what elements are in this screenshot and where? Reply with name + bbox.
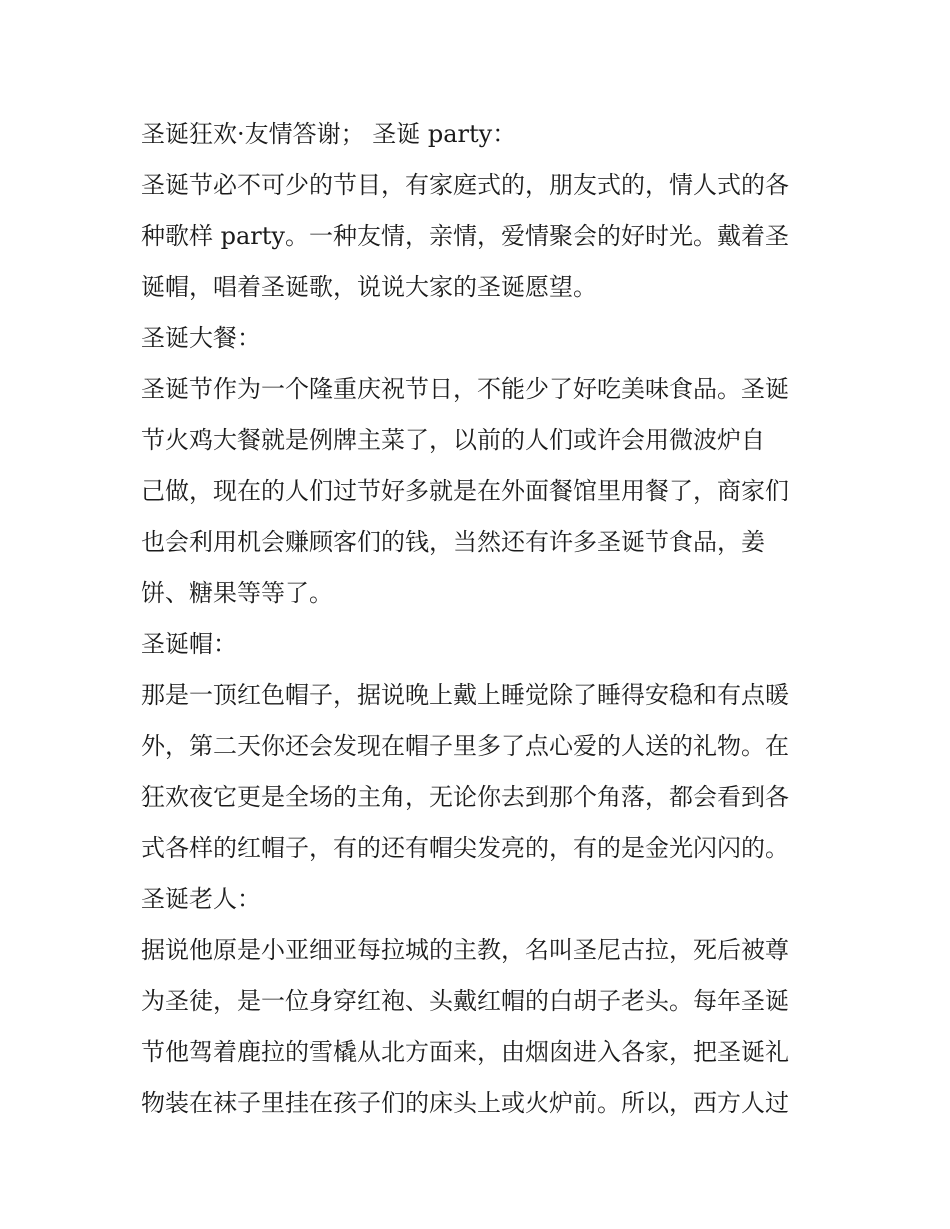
section-paragraph-dinner [141, 364, 817, 619]
paragraph-line: 外，第二天你还会发现在帽子里多了点心爱的人送的礼物。在 [141, 732, 789, 760]
paragraph-line: 节他驾着鹿拉的雪橇从北方面来，由烟囱进入各家，把圣诞礼 [141, 1038, 789, 1066]
paragraph-line: 物装在袜子里挂在孩子们的床头上或火炉前。所以，西方人过 [141, 1089, 789, 1117]
paragraph-line: 也会利用机会赚顾客们的钱，当然还有许多圣诞节食品，姜 [141, 528, 765, 556]
paragraph-line: 己做，现在的人们过节好多就是在外面餐馆里用餐了，商家们 [141, 477, 789, 505]
paragraph-line: 圣诞节作为一个隆重庆祝节日，不能少了好吃美味食品。圣诞 [141, 375, 789, 403]
section-heading-hat: 圣诞帽： [141, 630, 237, 658]
section-paragraph-hat [141, 670, 817, 874]
paragraph-line: 圣诞节必不可少的节目，有家庭式的，朋友式的，情人式的各 [141, 171, 789, 199]
paragraph-line: 那是一顶红色帽子，据说晚上戴上睡觉除了睡得安稳和有点暖 [141, 681, 789, 709]
section-paragraph-santa [141, 925, 817, 1129]
section-paragraph-party [141, 160, 817, 313]
paragraph-line: 诞帽，唱着圣诞歌，说说大家的圣诞愿望。 [141, 273, 597, 301]
document-body [141, 109, 817, 1129]
paragraph-line: 节火鸡大餐就是例牌主菜了，以前的人们或许会用微波炉自 [141, 426, 765, 454]
paragraph-line: 为圣徒，是一位身穿红袍、头戴红帽的白胡子老头。每年圣诞 [141, 987, 789, 1015]
paragraph-line: 狂欢夜它更是全场的主角，无论你去到那个角落，都会看到各 [141, 783, 789, 811]
paragraph-line: 饼、糖果等等了。 [141, 579, 333, 607]
section-heading-dinner: 圣诞大餐： [141, 324, 261, 352]
section-heading-santa: 圣诞老人： [141, 885, 261, 913]
paragraph-line: 据说他原是小亚细亚每拉城的主教，名叫圣尼古拉，死后被尊 [141, 936, 789, 964]
section-heading-party: 圣诞狂欢·友情答谢； 圣诞 party： [141, 120, 517, 148]
paragraph-line: 种歌样 party。一种友情，亲情，爱情聚会的好时光。戴着圣 [141, 222, 789, 250]
paragraph-line: 式各样的红帽子，有的还有帽尖发亮的，有的是金光闪闪的。 [141, 834, 789, 862]
